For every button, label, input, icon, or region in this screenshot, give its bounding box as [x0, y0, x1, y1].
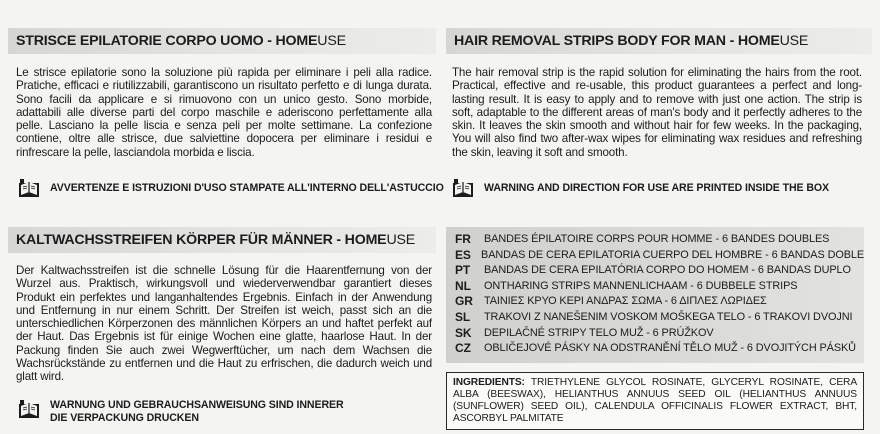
italian-warning — [18, 178, 444, 198]
language-code: PT — [455, 263, 471, 278]
english-warning-text: WARNING AND DIRECTION FOR USE ARE PRINTED INSIDE THE BOX — [484, 182, 829, 194]
italian-title-text: STRISCE EPILATORIE CORPO UOMO - HOME — [16, 33, 318, 49]
german-title-text: KALTWACHSSTREIFEN KÖRPER FÜR MÄNNER - HOME — [16, 232, 387, 248]
language-text: BANDES ÉPILATOIRE CORPS POUR HOMME - 6 BANDES DOUBLES — [484, 233, 830, 245]
translation-row — [455, 294, 864, 310]
italian-warning-text: AVVERTENZE E ISTRUZIONI D'USO STAMPATE ALL'INTERNO DELL'ASTUCCIO — [50, 182, 444, 194]
translation-row — [455, 341, 864, 357]
translation-row — [455, 232, 864, 248]
translation-row — [455, 310, 864, 326]
language-text: TRAKOVI Z NANEŠENIM VOSKOM MOŠKEGA TELO - 6 TRAKOVI DVOJNI — [484, 310, 853, 323]
german-title — [8, 227, 436, 253]
language-code: FR — [455, 232, 471, 246]
german-description: Der Kaltwachsstreifen ist die schnelle Lösung für die Haarentfernung von der Wurzel aus. Praktisch, wirkungsvoll und wiederverwendbar garantiert dieses Produkt ein perfektes und langanhaltendes Ergebnis. Einfach in der Anwendung und Entfernung in nur einem Schritt. Der Streifen ist weich, passt sich an die unterschiedlichen Körperzonen des männlichen Körpers an und haftet perfekt auf der Haut. Das Ergebnis ist für einige Wochen eine glatte, haarlose Haut. In der Packung finden Sie auch zwei Wegwerftücher, um nach dem Wachsen die Wachsrückstände zu entfernen und die Haut zu erfrischen, die dadurch weich und glatt wird. — [16, 264, 432, 384]
german-warning-line-1: WARNUNG UND GEBRAUCHSANWEISUNG SIND INNERER — [50, 399, 344, 411]
language-text: ONTHARING STRIPS MANNENLICHAAM - 6 DUBBELE STRIPS — [484, 279, 798, 292]
language-code: SL — [455, 309, 471, 324]
translation-row — [455, 279, 864, 295]
translation-row — [455, 263, 864, 279]
language-text: OBLIČEJOVÉ PÁSKY NA ODSTRANĚNÍ TĚLO MUŽ - 6 DVOJITÝCH PÁSKŮ — [484, 342, 856, 355]
language-code: NL — [455, 278, 471, 293]
german-warning-text — [50, 399, 344, 425]
german-title-brand: USE — [386, 232, 416, 248]
italian-title — [8, 28, 436, 54]
language-text: BANDAS DE CERA EPILATÓRIA CORPO DO HOMEM - 6 BANDAS DUPLO — [484, 264, 851, 277]
english-title-text: HAIR REMOVAL STRIPS BODY FOR MAN - HOME — [454, 33, 780, 49]
language-code: ES — [455, 247, 471, 262]
language-text: DEPILAČNÉ STRIPY TELO MUŽ - 6 PRÚŽKOV — [484, 326, 714, 339]
german-warning — [18, 399, 344, 425]
english-title — [446, 28, 872, 54]
english-warning — [452, 178, 829, 198]
book-instructions-icon — [18, 399, 40, 419]
language-text: ΤΑΙΝΙΕΣ ΚΡΥΟ ΚΕΡΙ ΑΝΔΡΑΣ ΣΩΜΑ - 6 ΔΙΠΛΕΣ ΛΩΡΙΔΕΣ — [484, 295, 767, 308]
german-warning-line-2: DIE VERPACKUNG DRUCKEN — [50, 412, 199, 424]
italian-description: Le strisce epilatorie sono la soluzione più rapida per eliminare i peli alla radice. Pratiche, efficaci e riutilizzabili, garantiscono un risultato perfetto e di lunga durata. Sono facili da applicare e si rimuovono con un unico gesto. Sono morbide, adattabili alle diverse parti del corpo maschile e aderiscono perfettamente alla pelle. Lasciano la pelle liscia e senza peli per molte settimane. La confezione contiene, oltre alle strisce, due salviettine dopocera per eliminare i residui e rinfrescare la pelle, lasciandola morbida e liscia. — [16, 66, 432, 159]
translations-list — [446, 227, 864, 363]
ingredients-label: INGREDIENTS: — [453, 377, 525, 388]
book-instructions-icon — [452, 178, 474, 198]
italian-title-brand: USE — [317, 33, 346, 49]
english-description: The hair removal strip is the rapid solution for eliminating the hairs from the root. Practical, effective and re-usable, this product guarantees a perfect and long-lasting result. It is easy to apply and to remove with just one action. The strip is soft, adaptable to the different areas of man's body and it perfectly adheres to the skin. It leaves the skin smooth and without hair for few weeks. In the packaging, You will also find two after-wax wipes for eliminating wax residues and refreshing the skin, leaving it soft and smooth. — [452, 66, 862, 159]
ingredients-box — [446, 372, 864, 430]
translation-row — [455, 248, 864, 264]
language-text: BANDAS DE CERA EPILATORIA CUERPO DEL HOMBRE - 6 BANDAS DOBLE — [481, 248, 864, 261]
book-instructions-icon — [18, 178, 40, 198]
ingredients-text: TRIETHYLENE GLYCOL ROSINATE, GLYCERYL ROSINATE, CERA ALBA (BEESWAX), HELIANTHUS ANNUUS SEED OIL (HELIANTHUS ANNUUS (SUNFLOWER) SEED OIL), CALENDULA OFFICINALIS FLOWER EXTRACT, BHT, ASCORBYL PALMITATE — [453, 377, 858, 425]
language-code: CZ — [455, 341, 471, 356]
language-code: GR — [455, 294, 473, 309]
language-code: SK — [455, 325, 472, 340]
translation-row — [455, 326, 864, 342]
english-title-brand: USE — [779, 33, 809, 49]
